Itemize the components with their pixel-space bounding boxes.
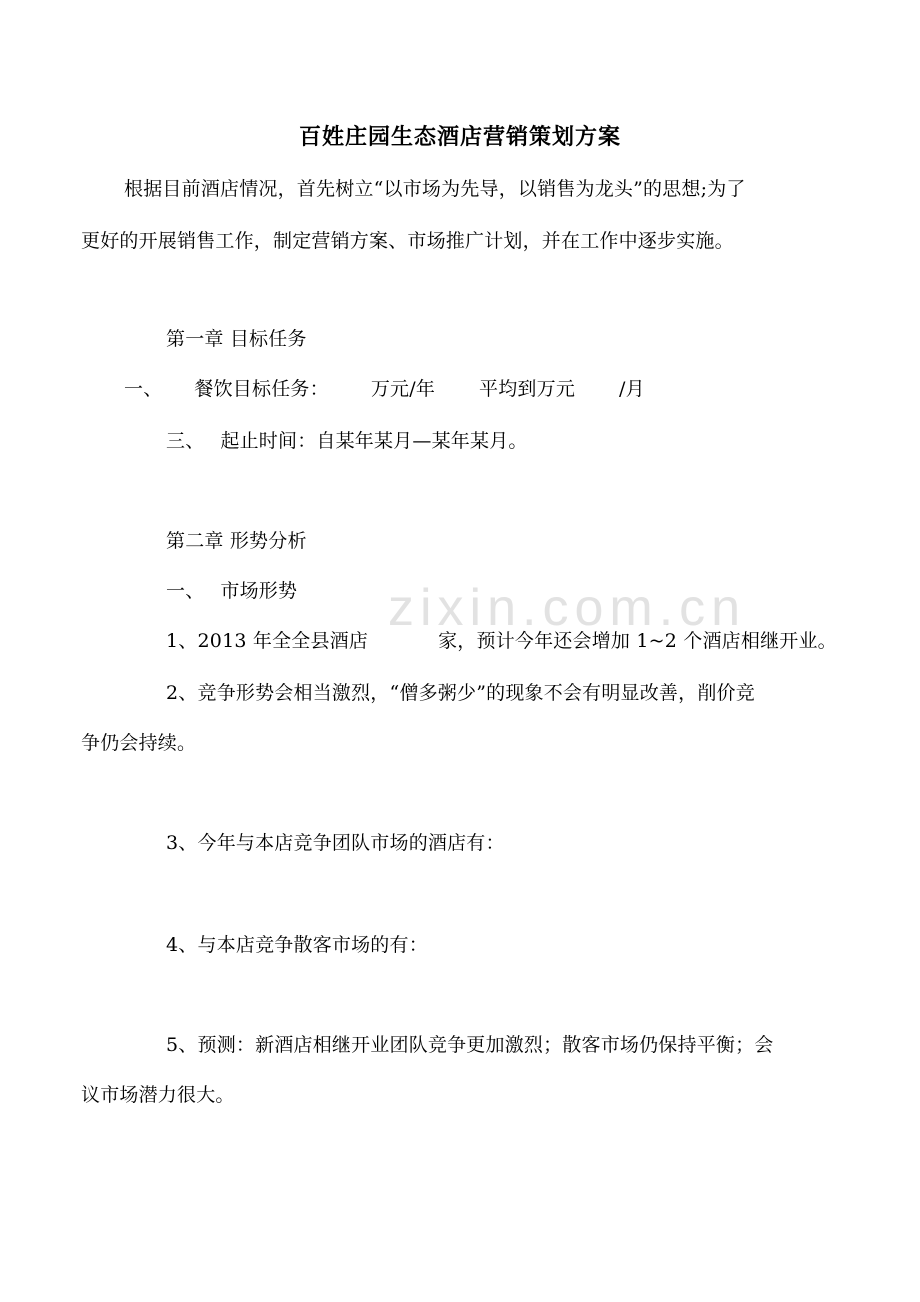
paragraph-2-line-1: 2、竞争形势会相当激烈，“僧多粥少”的现象不会有明显改善，削价竞 — [166, 682, 755, 704]
section-1-title: 市场形势 — [220, 580, 298, 602]
paragraph-5-line-2: 议市场潜力很大。 — [81, 1084, 235, 1106]
watermark: zixin.com.cn — [388, 579, 747, 637]
item-1-label: 餐饮目标任务： — [194, 378, 329, 400]
chapter-2-section-1 — [166, 578, 297, 604]
item-1-number: 一、 — [124, 378, 163, 400]
paragraph-4: 4、与本店竞争散客市场的有： — [166, 934, 428, 956]
section-1-number: 一、 — [166, 580, 205, 602]
item-1-unit-year: 万元/年 — [370, 378, 436, 400]
chapter-2-heading: 第二章 形势分析 — [166, 530, 307, 552]
paragraph-5-line-1: 5、预测：新酒店相继开业团队竞争更加激烈；散客市场仍保持平衡；会 — [166, 1034, 774, 1056]
item-3-number: 三、 — [166, 430, 205, 452]
paragraph-1-part-b: 家，预计今年还会增加 1~2 个酒店相继开业。 — [438, 630, 837, 652]
intro-line-1: 根据目前酒店情况，首先树立“以市场为先导，以销售为龙头”的思想;为了 — [124, 178, 746, 200]
item-1-average: 平均到万元 — [479, 378, 576, 400]
paragraph-2-line-2: 争仍会持续。 — [81, 732, 197, 754]
chapter-1-item-1 — [124, 376, 645, 402]
paragraph-3: 3、今年与本店竞争团队市场的酒店有： — [166, 832, 505, 854]
chapter-1-heading: 第一章 目标任务 — [166, 328, 307, 350]
paragraph-1-part-a: 1、2013 年全全县酒店 — [166, 630, 369, 652]
chapter-1-item-3 — [166, 428, 528, 454]
paragraph-1 — [166, 628, 837, 654]
item-1-unit-month: /月 — [619, 378, 645, 400]
intro-line-2: 更好的开展销售工作，制定营销方案、市场推广计划，并在工作中逐步实施。 — [81, 230, 734, 252]
document-title: 百姓庄园生态酒店营销策划方案 — [298, 124, 621, 150]
item-3-text: 起止时间：自某年某月—某年某月。 — [220, 430, 528, 452]
